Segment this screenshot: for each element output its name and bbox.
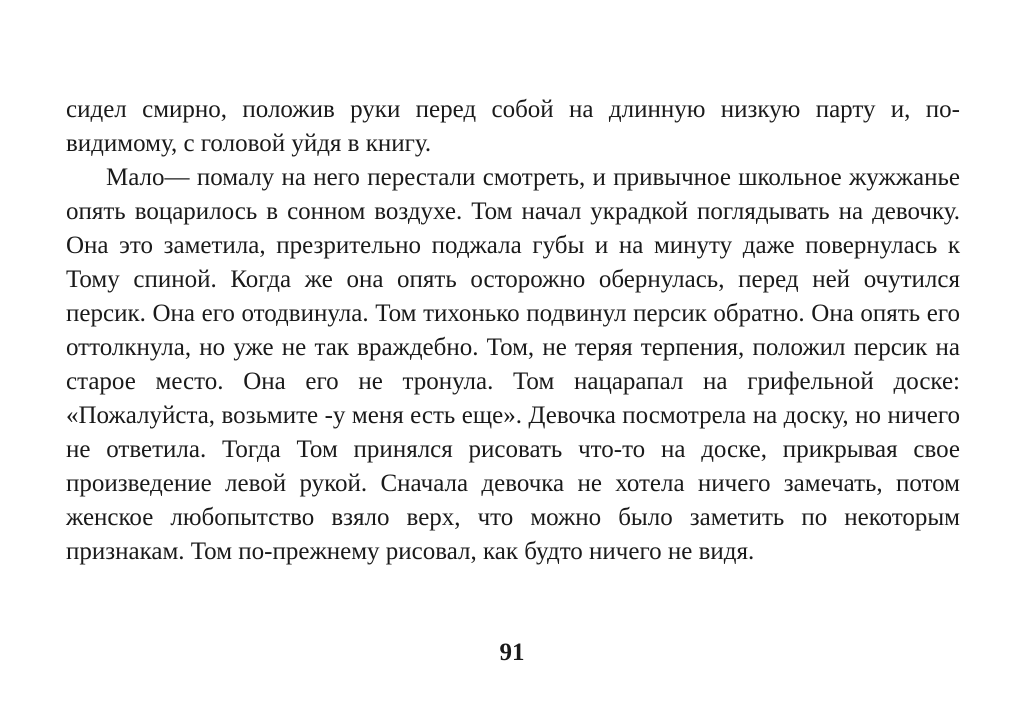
paragraph-continuation: сидел смирно, положив руки перед собой на длинную низкую парту и, по-видимому, с головой уйдя в книгу. bbox=[66, 96, 960, 157]
paragraph-main: Мало— помалу на него перестали смотреть, и привычное школьное жужжанье опять воцарилось в сонном воздухе. Том начал украдкой поглядывать на девочку. Она это заметила, презрительно поджала губы и на минуту даже повернулась к Тому спиной. Когда же она опять осторожно обернулась, перед ней очутился персик. Она его отодвинула. Том тихонько подвинул персик обратно. Она опять его оттолкнула, но уже не так враждебно. Том, не теряя терпения, положил персик на старое место. Она его не тронула. Том нацарапал на грифельной доске: «Пожалуйста, возьмите -у меня есть еще». Девочка посмотрела на доску, но ничего не ответила. Тогда Том принялся рисовать что-то на доске, прикрывая свое произведение левой рукой. Сначала девочка не хотела ничего замечать, потом женское любопытство взяло верх, что можно было заметить по некоторым признакам. Том по-прежнему рисовал, как будто ничего не видя. bbox=[66, 164, 960, 565]
page-body bbox=[66, 93, 960, 569]
page-number: 91 bbox=[499, 639, 525, 666]
